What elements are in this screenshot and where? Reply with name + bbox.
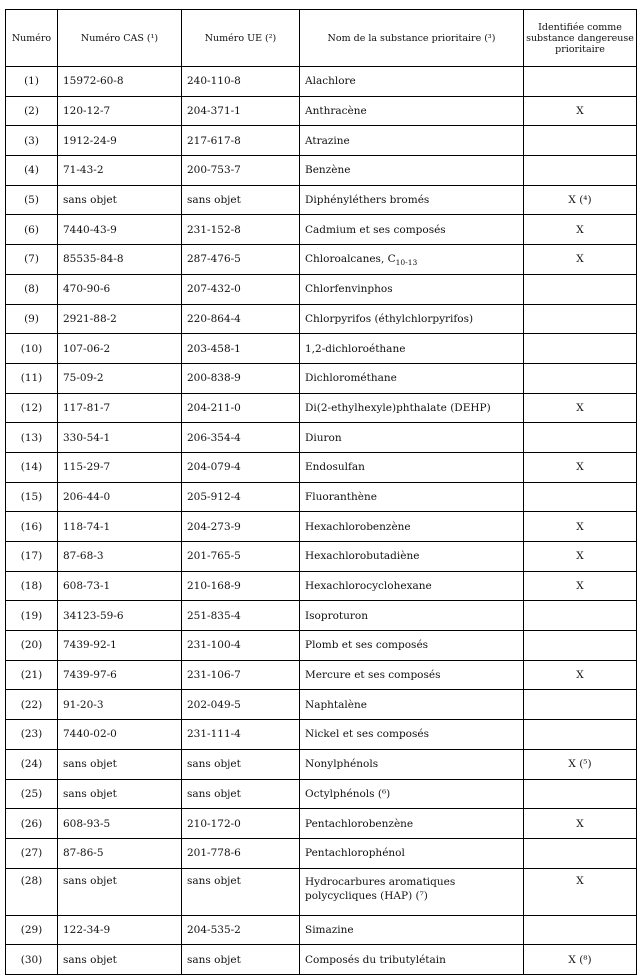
row-number: (7) xyxy=(6,245,58,275)
table-row xyxy=(6,838,637,868)
substance-name xyxy=(300,601,524,631)
cas-number: 120-12-7 xyxy=(58,96,182,126)
table-row xyxy=(6,512,637,542)
substance-name xyxy=(300,274,524,304)
hazardous-flag: X xyxy=(524,96,637,126)
substance-name-text: Di(2-ethylhexyle)phthalate (DEHP) xyxy=(305,401,491,414)
row-number: (23) xyxy=(6,720,58,750)
ue-number: sans objet xyxy=(182,779,300,809)
substance-name xyxy=(300,363,524,393)
cas-number: 2921-88-2 xyxy=(58,304,182,334)
table-header-row xyxy=(6,10,637,67)
ue-number: 207-432-0 xyxy=(182,274,300,304)
substance-name-text: Dichlorométhane xyxy=(305,372,397,385)
hazardous-flag: X xyxy=(524,809,637,839)
row-number: (30) xyxy=(6,945,58,975)
hazardous-flag xyxy=(524,423,637,453)
table-row xyxy=(6,779,637,809)
substance-name xyxy=(300,809,524,839)
substance-name xyxy=(300,96,524,126)
row-number: (12) xyxy=(6,393,58,423)
cas-number: 7439-92-1 xyxy=(58,631,182,661)
row-number: (24) xyxy=(6,749,58,779)
cas-number: 34123-59-6 xyxy=(58,601,182,631)
substance-name-text: Octylphénols (⁶) xyxy=(305,787,391,800)
hazardous-flag xyxy=(524,690,637,720)
row-number: (15) xyxy=(6,482,58,512)
table-row xyxy=(6,67,637,97)
hazardous-flag xyxy=(524,838,637,868)
ue-number: 202-049-5 xyxy=(182,690,300,720)
table-row xyxy=(6,631,637,661)
substance-name-text: Hydrocarbures aromatiques polycycliques (HAP) (⁷) xyxy=(305,875,456,902)
ue-number: 240-110-8 xyxy=(182,67,300,97)
substance-name xyxy=(300,720,524,750)
hazardous-flag: X xyxy=(524,452,637,482)
substance-name xyxy=(300,631,524,661)
substance-name xyxy=(300,482,524,512)
substance-name-text: Chlorpyrifos (éthylchlorpyrifos) xyxy=(305,312,474,325)
cas-number: 608-93-5 xyxy=(58,809,182,839)
table-row xyxy=(6,571,637,601)
cas-number: 470-90-6 xyxy=(58,274,182,304)
cas-number: sans objet xyxy=(58,945,182,975)
table-row xyxy=(6,720,637,750)
hazardous-flag: X (⁴) xyxy=(524,185,637,215)
hazardous-flag xyxy=(524,156,637,186)
table-row xyxy=(6,945,637,975)
substance-name xyxy=(300,512,524,542)
substance-name-text: Simazine xyxy=(305,923,354,936)
header-cas: Numéro CAS (¹) xyxy=(58,10,182,67)
substance-name xyxy=(300,126,524,156)
hazardous-flag xyxy=(524,334,637,364)
ue-number: 220-864-4 xyxy=(182,304,300,334)
substance-name xyxy=(300,571,524,601)
table-row xyxy=(6,185,637,215)
cas-number: 87-86-5 xyxy=(58,838,182,868)
table-row xyxy=(6,660,637,690)
table-row xyxy=(6,482,637,512)
row-number: (6) xyxy=(6,215,58,245)
ue-number: 204-371-1 xyxy=(182,96,300,126)
substance-name-text: Isoproturon xyxy=(305,609,369,622)
cas-number: 107-06-2 xyxy=(58,334,182,364)
substance-name xyxy=(300,156,524,186)
substance-name xyxy=(300,779,524,809)
row-number: (10) xyxy=(6,334,58,364)
table-row xyxy=(6,868,637,915)
substance-name xyxy=(300,215,524,245)
hazardous-flag xyxy=(524,363,637,393)
ue-number: sans objet xyxy=(182,185,300,215)
substance-name-text: 1,2-dichloroéthane xyxy=(305,342,406,355)
substance-name-text: Atrazine xyxy=(305,134,350,147)
substance-name xyxy=(300,423,524,453)
ue-number: sans objet xyxy=(182,749,300,779)
hazardous-flag xyxy=(524,126,637,156)
cas-number: 15972-60-8 xyxy=(58,67,182,97)
hazardous-flag xyxy=(524,482,637,512)
hazardous-flag: X xyxy=(524,245,637,275)
cas-number: 206-44-0 xyxy=(58,482,182,512)
substance-name xyxy=(300,185,524,215)
substance-name xyxy=(300,245,524,275)
cas-number: 7439-97-6 xyxy=(58,660,182,690)
row-number: (1) xyxy=(6,67,58,97)
table-row xyxy=(6,601,637,631)
cas-number: 85535-84-8 xyxy=(58,245,182,275)
hazardous-flag: X (⁸) xyxy=(524,945,637,975)
ue-number: 204-535-2 xyxy=(182,915,300,945)
substance-name-text: Nonylphénols xyxy=(305,758,379,771)
substance-name-text: Plomb et ses composés xyxy=(305,639,429,652)
cas-number: 71-43-2 xyxy=(58,156,182,186)
substance-name-text: Pentachlorophénol xyxy=(305,847,405,860)
ue-number: 251-835-4 xyxy=(182,601,300,631)
hazardous-flag: X xyxy=(524,512,637,542)
table-row xyxy=(6,749,637,779)
substance-name xyxy=(300,542,524,572)
table-row xyxy=(6,809,637,839)
row-number: (18) xyxy=(6,571,58,601)
substance-name xyxy=(300,452,524,482)
substance-name-text: Pentachlorobenzène xyxy=(305,817,414,830)
row-number: (14) xyxy=(6,452,58,482)
substance-name-text: Cadmium et ses composés xyxy=(305,223,446,236)
ue-number: 210-168-9 xyxy=(182,571,300,601)
ue-number: 200-753-7 xyxy=(182,156,300,186)
substance-name xyxy=(300,945,524,975)
hazardous-flag: X xyxy=(524,215,637,245)
row-number: (17) xyxy=(6,542,58,572)
cas-number: 118-74-1 xyxy=(58,512,182,542)
header-numero: Numéro xyxy=(6,10,58,67)
substance-name-text: Diphényléthers bromés xyxy=(305,194,430,207)
substance-name xyxy=(300,334,524,364)
table-row xyxy=(6,423,637,453)
substance-name-text: Chloroalcanes, C xyxy=(305,253,396,266)
header-nom: Nom de la substance prioritaire (³) xyxy=(300,10,524,67)
substance-name xyxy=(300,393,524,423)
ue-number: sans objet xyxy=(182,945,300,975)
ue-number: 205-912-4 xyxy=(182,482,300,512)
table-row xyxy=(6,274,637,304)
ue-number: 231-111-4 xyxy=(182,720,300,750)
ue-number: sans objet xyxy=(182,868,300,915)
hazardous-flag xyxy=(524,915,637,945)
substance-name-text: Anthracène xyxy=(305,105,367,118)
substance-name-text: Nickel et ses composés xyxy=(305,728,429,741)
table-row xyxy=(6,96,637,126)
row-number: (11) xyxy=(6,363,58,393)
cas-number: 7440-43-9 xyxy=(58,215,182,245)
table-row xyxy=(6,126,637,156)
table-row xyxy=(6,156,637,186)
hazardous-flag xyxy=(524,720,637,750)
substance-name xyxy=(300,660,524,690)
hazardous-flag xyxy=(524,274,637,304)
substance-name-text: Alachlore xyxy=(305,75,356,88)
ue-number: 200-838-9 xyxy=(182,363,300,393)
row-number: (21) xyxy=(6,660,58,690)
table-body xyxy=(6,67,637,975)
row-number: (4) xyxy=(6,156,58,186)
row-number: (22) xyxy=(6,690,58,720)
hazardous-flag xyxy=(524,304,637,334)
hazardous-flag: X xyxy=(524,542,637,572)
ue-number: 210-172-0 xyxy=(182,809,300,839)
hazardous-flag xyxy=(524,67,637,97)
ue-number: 204-273-9 xyxy=(182,512,300,542)
cas-number: 117-81-7 xyxy=(58,393,182,423)
table-row xyxy=(6,363,637,393)
table-row xyxy=(6,452,637,482)
ue-number: 204-079-4 xyxy=(182,452,300,482)
substance-name xyxy=(300,838,524,868)
substance-name-text: Fluoranthène xyxy=(305,490,377,503)
substance-name xyxy=(300,690,524,720)
substance-name xyxy=(300,749,524,779)
substance-name-text: Mercure et ses composés xyxy=(305,669,441,682)
table-row xyxy=(6,690,637,720)
substance-name xyxy=(300,67,524,97)
cas-number: sans objet xyxy=(58,749,182,779)
table-row xyxy=(6,915,637,945)
row-number: (16) xyxy=(6,512,58,542)
table-row xyxy=(6,542,637,572)
hazardous-flag: X (⁵) xyxy=(524,749,637,779)
ue-number: 231-106-7 xyxy=(182,660,300,690)
substance-name-text: Hexachlorobenzène xyxy=(305,520,411,533)
substance-name-text: Diuron xyxy=(305,431,342,444)
row-number: (9) xyxy=(6,304,58,334)
table-row xyxy=(6,215,637,245)
cas-number: 330-54-1 xyxy=(58,423,182,453)
cas-number: 1912-24-9 xyxy=(58,126,182,156)
row-number: (25) xyxy=(6,779,58,809)
ue-number: 206-354-4 xyxy=(182,423,300,453)
substance-name xyxy=(300,915,524,945)
hazardous-flag: X xyxy=(524,571,637,601)
ue-number: 201-778-6 xyxy=(182,838,300,868)
ue-number: 217-617-8 xyxy=(182,126,300,156)
hazardous-flag: X xyxy=(524,660,637,690)
cas-number: 91-20-3 xyxy=(58,690,182,720)
cas-number: sans objet xyxy=(58,185,182,215)
substances-table-container xyxy=(5,9,636,975)
cas-number: 122-34-9 xyxy=(58,915,182,945)
ue-number: 231-152-8 xyxy=(182,215,300,245)
cas-number: 75-09-2 xyxy=(58,363,182,393)
row-number: (8) xyxy=(6,274,58,304)
ue-number: 201-765-5 xyxy=(182,542,300,572)
cas-number: sans objet xyxy=(58,868,182,915)
substance-name-subscript: 10-13 xyxy=(395,258,418,268)
priority-substances-table xyxy=(5,9,637,975)
substance-name xyxy=(300,304,524,334)
cas-number: 87-68-3 xyxy=(58,542,182,572)
substance-name-text: Chlorfenvinphos xyxy=(305,283,393,296)
cas-number: 7440-02-0 xyxy=(58,720,182,750)
row-number: (20) xyxy=(6,631,58,661)
table-row xyxy=(6,393,637,423)
substance-name-text: Hexachlorocyclohexane xyxy=(305,580,432,593)
row-number: (28) xyxy=(6,868,58,915)
ue-number: 204-211-0 xyxy=(182,393,300,423)
cas-number: 115-29-7 xyxy=(58,452,182,482)
header-ue: Numéro UE (²) xyxy=(182,10,300,67)
substance-name-text: Naphtalène xyxy=(305,698,367,711)
ue-number: 287-476-5 xyxy=(182,245,300,275)
hazardous-flag: X xyxy=(524,393,637,423)
hazardous-flag: X xyxy=(524,868,637,915)
row-number: (3) xyxy=(6,126,58,156)
row-number: (13) xyxy=(6,423,58,453)
table-row xyxy=(6,304,637,334)
hazardous-flag xyxy=(524,631,637,661)
substance-name-text: Endosulfan xyxy=(305,461,365,474)
substance-name-text: Hexachlorobutadiène xyxy=(305,550,420,563)
ue-number: 203-458-1 xyxy=(182,334,300,364)
hazardous-flag xyxy=(524,601,637,631)
substance-name-text: Benzène xyxy=(305,164,351,177)
hazardous-flag xyxy=(524,779,637,809)
row-number: (2) xyxy=(6,96,58,126)
row-number: (29) xyxy=(6,915,58,945)
substance-name xyxy=(300,868,524,915)
substance-name-text: Composés du tributylétain xyxy=(305,953,446,966)
cas-number: sans objet xyxy=(58,779,182,809)
ue-number: 231-100-4 xyxy=(182,631,300,661)
table-row xyxy=(6,334,637,364)
table-row xyxy=(6,245,637,275)
row-number: (5) xyxy=(6,185,58,215)
row-number: (26) xyxy=(6,809,58,839)
row-number: (27) xyxy=(6,838,58,868)
cas-number: 608-73-1 xyxy=(58,571,182,601)
row-number: (19) xyxy=(6,601,58,631)
header-dangereuse: Identifiée comme substance dangereuse prioritaire xyxy=(524,10,637,67)
